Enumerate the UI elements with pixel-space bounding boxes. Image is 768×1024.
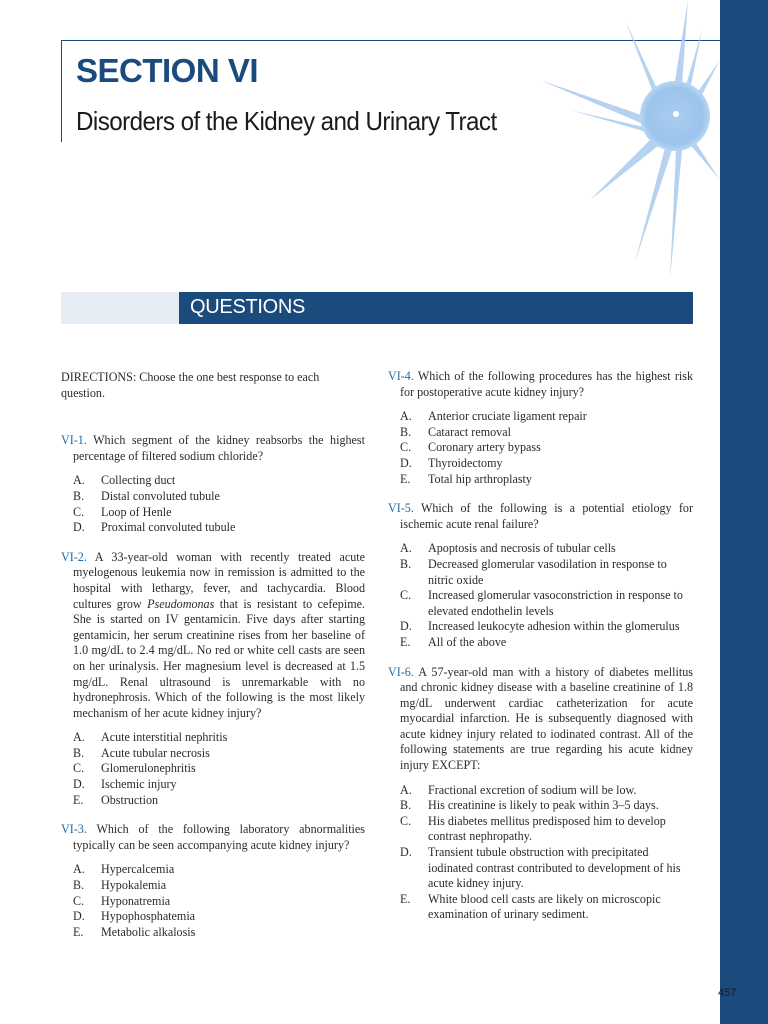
- option-text: Thyroidectomy: [428, 455, 503, 470]
- option-text: Anterior cruciate ligament repair: [428, 409, 587, 424]
- option-text: Metabolic alkalosis: [101, 924, 196, 939]
- option-letter: A.: [73, 473, 85, 488]
- option-text: His diabetes mellitus predisposed him to develop contrast nephropathy.: [428, 813, 666, 844]
- question-stem: [61, 822, 365, 853]
- answer-option: [61, 777, 365, 793]
- answer-option: [388, 409, 693, 425]
- option-letter: C.: [400, 813, 412, 828]
- option-text: Apoptosis and necrosis of tubular cells: [428, 541, 616, 556]
- answer-option: [388, 619, 693, 635]
- question-vi-5: [388, 501, 693, 650]
- answer-option: [388, 456, 693, 472]
- question-stem: [61, 433, 365, 464]
- question-number: VI-2.: [61, 549, 87, 564]
- option-text: Ischemic injury: [101, 777, 177, 792]
- option-text: His creatinine is likely to peak within 3–5 days.: [428, 798, 659, 813]
- answer-options: [388, 783, 693, 923]
- option-text: Coronary artery bypass: [428, 440, 541, 455]
- answer-option: [61, 489, 365, 505]
- option-letter: E.: [73, 792, 84, 807]
- option-text: Collecting duct: [101, 473, 176, 488]
- section-subtitle: Disorders of the Kidney and Urinary Tract: [76, 106, 497, 136]
- page-number: 457: [718, 987, 737, 999]
- left-column: [61, 370, 365, 954]
- page-edge-band: [720, 0, 768, 1024]
- option-letter: B.: [73, 488, 85, 503]
- question-vi-4: [388, 369, 693, 487]
- option-letter: D.: [73, 909, 85, 924]
- question-vi-6: [388, 665, 693, 924]
- option-letter: B.: [400, 556, 412, 571]
- questions-heading: QUESTIONS: [190, 296, 306, 318]
- option-letter: C.: [400, 588, 412, 603]
- answer-option: [388, 588, 693, 619]
- answer-option: [388, 635, 693, 651]
- answer-option: [61, 793, 365, 809]
- right-column: [388, 369, 693, 937]
- option-text: All of the above: [428, 634, 507, 649]
- answer-option: [61, 730, 365, 746]
- question-stem: [388, 369, 693, 400]
- answer-option: [388, 472, 693, 488]
- option-letter: D.: [73, 777, 85, 792]
- answer-option: [61, 909, 365, 925]
- option-text: Total hip arthroplasty: [428, 471, 532, 486]
- question-number: VI-1.: [61, 433, 87, 448]
- option-text: White blood cell casts are likely on microscopic examination of urinary sediment.: [428, 891, 661, 922]
- option-text: Acute interstitial nephritis: [101, 730, 228, 745]
- answer-option: [388, 425, 693, 441]
- option-letter: D.: [400, 455, 412, 470]
- splash-decoration: [520, 0, 720, 290]
- splash-dot: [673, 111, 679, 117]
- option-letter: D.: [73, 520, 85, 535]
- option-letter: B.: [73, 878, 85, 893]
- option-letter: A.: [400, 541, 412, 556]
- option-text: Distal convoluted tubule: [101, 488, 220, 503]
- option-text: Hyponatremia: [101, 893, 171, 908]
- option-letter: E.: [73, 924, 84, 939]
- option-letter: B.: [73, 745, 85, 760]
- question-text: Which segment of the kidney reabsorbs the highest percentage of filtered sodium chloride?: [73, 433, 365, 463]
- question-stem: [388, 665, 693, 774]
- option-letter: A.: [73, 730, 85, 745]
- option-text: Hypokalemia: [101, 878, 167, 893]
- question-stem: [61, 550, 365, 722]
- question-text: that is resistant to cefepime. She is started on IV gentamicin. Five days after starting gentamicin, her serum creatinine rises from her baseline of 1.0 mg/dL to 2.4 mg/dL. No red or white cell casts are seen on her urinalysis. Her magnesium level is decreased at 1.5 mg/dL. Renal ultrasound is unremarkable with no hydronephrosis. Which of the following is the most likely mechanism of her acute kidney injury?: [73, 596, 365, 720]
- option-letter: B.: [400, 424, 412, 439]
- question-text-italic: Pseudomonas: [147, 596, 215, 611]
- question-stem: [388, 501, 693, 532]
- option-letter: C.: [73, 893, 85, 908]
- question-number: VI-6.: [388, 664, 414, 679]
- answer-options: [61, 473, 365, 535]
- answer-option: [388, 440, 693, 456]
- answer-option: [388, 798, 693, 814]
- option-text: Cataract removal: [428, 424, 511, 439]
- question-vi-2: [61, 550, 365, 809]
- question-text: Which of the following laboratory abnormalities typically can be seen accompanying acute kidney injury?: [73, 822, 365, 852]
- question-text: Which of the following is a potential etiology for ischemic acute renal failure?: [400, 501, 693, 531]
- option-text: Increased leukocyte adhesion within the glomerulus: [428, 619, 680, 634]
- option-text: Transient tubule obstruction with precipitated iodinated contrast contributed to development of his acute kidney injury.: [428, 845, 681, 891]
- question-text: A 33-year-old woman with recently treated acute myelogenous leukemia now in remission is admitted to the hospital with lethargy, fever, and tachycardia. Blood cultures grow: [73, 549, 365, 611]
- answer-option: [61, 520, 365, 536]
- answer-option: [61, 862, 365, 878]
- question-text: Which of the following procedures has the highest risk for postoperative acute kidney injury?: [400, 369, 693, 399]
- option-letter: A.: [400, 782, 412, 797]
- option-text: Loop of Henle: [101, 504, 172, 519]
- question-number: VI-5.: [388, 501, 414, 516]
- answer-option: [61, 746, 365, 762]
- option-letter: D.: [400, 619, 412, 634]
- option-text: Decreased glomerular vasodilation in response to nitric oxide: [428, 556, 667, 587]
- question-number: VI-4.: [388, 369, 414, 383]
- option-letter: E.: [400, 891, 411, 906]
- answer-option: [388, 814, 693, 845]
- questions-band-accent: [61, 292, 179, 324]
- answer-option: [388, 783, 693, 799]
- answer-options: [61, 862, 365, 940]
- option-text: Acute tubular necrosis: [101, 745, 210, 760]
- answer-option: [61, 894, 365, 910]
- answer-options: [388, 541, 693, 650]
- question-vi-3: [61, 822, 365, 940]
- answer-option: [61, 878, 365, 894]
- question-vi-1: [61, 433, 365, 536]
- option-letter: C.: [400, 440, 412, 455]
- option-text: Obstruction: [101, 792, 159, 807]
- option-text: Increased glomerular vasoconstriction in response to elevated endothelin levels: [428, 588, 683, 618]
- answer-option: [61, 761, 365, 777]
- directions-text: DIRECTIONS: Choose the one best response to each question.: [61, 370, 320, 400]
- answer-option: [61, 473, 365, 489]
- option-text: Glomerulonephritis: [101, 761, 196, 776]
- answer-options: [61, 730, 365, 808]
- question-text: A 57-year-old man with a history of diabetes mellitus and chronic kidney disease with a baseline creatinine of 1.8 mg/dL underwent cardiac catheterization for acute myocardial infarction. He is subsequently diagnosed with acute kidney injury related to iodinated contrast. All of the following statements are true regarding his acute kidney injury EXCEPT:: [400, 664, 694, 773]
- option-letter: E.: [400, 471, 411, 486]
- answer-options: [388, 409, 693, 487]
- header-rule-left: [61, 40, 62, 142]
- answer-option: [61, 505, 365, 521]
- option-letter: A.: [73, 862, 85, 877]
- option-text: Fractional excretion of sodium will be low.: [428, 782, 637, 797]
- answer-option: [388, 541, 693, 557]
- option-letter: A.: [400, 409, 412, 424]
- option-letter: C.: [73, 761, 85, 776]
- option-text: Hypophosphatemia: [101, 909, 196, 924]
- answer-option: [388, 845, 693, 892]
- answer-option: [388, 892, 693, 923]
- option-text: Hypercalcemia: [101, 862, 175, 877]
- option-letter: B.: [400, 798, 412, 813]
- answer-option: [388, 557, 693, 588]
- option-text: Proximal convoluted tubule: [101, 520, 236, 535]
- option-letter: C.: [73, 504, 85, 519]
- answer-option: [61, 925, 365, 941]
- section-title: SECTION VI: [76, 52, 259, 89]
- option-letter: E.: [400, 634, 411, 649]
- option-letter: D.: [400, 845, 412, 860]
- question-number: VI-3.: [61, 822, 87, 837]
